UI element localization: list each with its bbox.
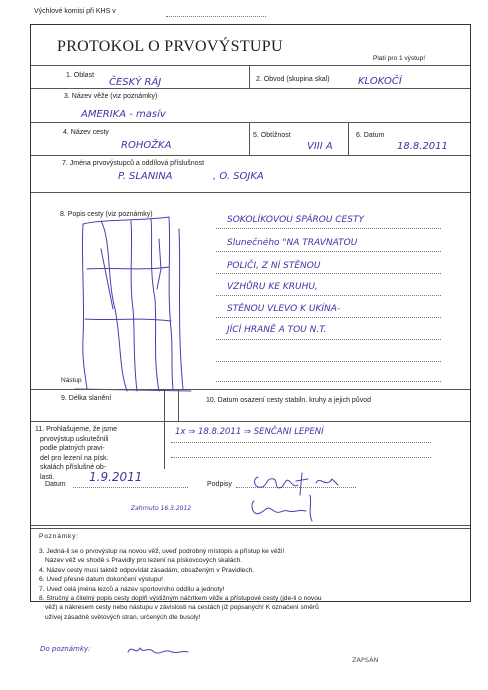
rule-8 <box>31 525 470 526</box>
description-text-1: SOKOLÍKOVOU SPÁROU CESTY <box>227 215 364 225</box>
desc-line-3 <box>216 273 441 274</box>
declaration-line-5: skalách příslušné ob- <box>40 464 107 471</box>
stamp-note: Zahrnuto 16.3.2012 <box>131 505 192 512</box>
field-7-value-2: , O. SOJKA <box>213 171 264 182</box>
field-4-label: 4. Název cesty <box>63 129 109 136</box>
note-line-1: 3. Jedná-li se o prvovýstup na novou věž, uveď podrobný místopis a přístup ke věži! <box>39 548 285 555</box>
rule-9 <box>31 528 470 529</box>
field-2-value: KLOKOČÍ <box>358 76 402 87</box>
sketch-start-label: Nástup <box>61 377 82 384</box>
declaration-line-3: podle platných pravi- <box>40 445 105 452</box>
note-line-4: 6. Uveď přesné datum dokončení výstupu! <box>39 576 163 584</box>
date-line <box>73 487 188 488</box>
divider-3 <box>348 122 349 155</box>
route-sketch <box>71 209 201 399</box>
notes-heading: Poznámky: <box>39 533 79 540</box>
desc-line-2 <box>216 251 441 252</box>
field-5-value: VIII A <box>307 141 333 152</box>
validity-note: Platí pro 1 výstup! <box>373 55 426 62</box>
divider-4 <box>164 389 165 421</box>
divider-1 <box>249 65 250 88</box>
committee-line <box>166 16 266 17</box>
rule-6 <box>31 389 470 390</box>
date-label: Datum <box>45 481 66 488</box>
desc-line-4 <box>216 295 441 296</box>
field-4-value: ROHOŽKA <box>121 140 172 151</box>
description-text-2: Slunečného "NA TRAVNATOU <box>227 238 358 248</box>
rule-3 <box>31 122 470 123</box>
signatures <box>246 465 356 527</box>
divider-2 <box>249 122 250 155</box>
divider-6 <box>164 421 165 469</box>
date-value: 1.9.2011 <box>89 470 143 484</box>
note-line-7: věž) a nákresem cesty nebo nástupu v závislosti na cestách již popsaných! K označení směrů <box>45 604 319 612</box>
description-text-3: POLIČI, Z NÍ STĚNOU <box>227 261 321 271</box>
desc-line-7 <box>216 361 441 362</box>
declaration-line-2: prvovýstup uskutečnili <box>40 435 109 443</box>
notes-list <box>39 547 322 622</box>
form-title: PROTOKOL O PRVOVÝSTUPU <box>57 38 283 55</box>
note-line-2: Název věž ve shodě s Pravidly pro lezení na pískovcových skalách. <box>45 557 243 565</box>
rule-2 <box>31 88 470 89</box>
field-6-label: 6. Datum <box>356 132 385 139</box>
field-10-line-2 <box>171 457 431 458</box>
footer-signature <box>124 642 194 658</box>
field-7-label: 7. Jména prvovýstupců a oddílová příslušnost <box>62 160 205 167</box>
desc-line-5 <box>216 317 441 318</box>
footer-note-right: ZAPSÁN <box>352 656 379 664</box>
rule-7 <box>31 421 470 422</box>
divider-5 <box>178 389 179 421</box>
protocol-form <box>30 24 471 621</box>
desc-line-6 <box>216 339 441 340</box>
note-line-8: užívej zásadně světových stran, určených dle busoly! <box>45 613 201 621</box>
field-1-label: 1. Oblast <box>66 72 95 79</box>
field-10-value: 1x ⇒ 18.8.2011 ⇒ SENČANI LEPENÍ <box>175 427 324 437</box>
desc-line-1 <box>216 228 441 229</box>
field-7-value-1: P. SLANINA <box>118 171 173 182</box>
signature-label: Podpisy <box>207 481 232 488</box>
field-9-label: 9. Délka slanění <box>61 395 112 402</box>
footer-note-left: Do poznámky: <box>40 645 91 653</box>
field-1-value: ČESKÝ RÁJ <box>109 77 162 88</box>
note-line-5: 7. Uveď celá jména lezců a název sportovního oddílu a jednoty! <box>39 585 225 593</box>
note-line-6: 8. Stručný a čitelný popis cesty doplň výstižným náčrtkem věže a přístupové cesty (jde-li o novou <box>39 595 322 603</box>
rule-5 <box>31 192 470 193</box>
declaration-line-4: del pro lezení na písk. <box>40 454 109 462</box>
rule-4 <box>31 155 470 156</box>
field-8-label: 8. Popis cesty (viz poznámky) <box>60 211 153 218</box>
rule-1 <box>31 65 470 66</box>
committee-label: Výchlové komisi při KHS v <box>34 8 116 15</box>
field-5-label: 5. Obtížnost <box>253 132 291 139</box>
field-3-value: AMERIKA - masív <box>81 109 166 120</box>
field-10-label: 10. Datum osazení cesty stabiln. kruhy a jejich původ <box>206 397 371 404</box>
description-text-5: STĚNOU VLEVO K UKÍNA- <box>227 304 341 314</box>
description-text-6: JÍCÍ HRANĚ A TOU N.T. <box>227 325 327 335</box>
declaration-line-6: lasti. <box>40 473 55 481</box>
field-2-label: 2. Obvod (skupina skal) <box>256 76 330 83</box>
description-text-4: VZHŮRU KE KRUHU, <box>227 282 318 292</box>
field-3-label: 3. Název věže (viz poznámky) <box>64 93 158 100</box>
desc-line-8 <box>216 381 441 382</box>
field-6-value: 18.8.2011 <box>397 141 448 152</box>
field-10-line-1 <box>171 442 431 443</box>
note-line-3: 4. Název cesty musí taktéž odpovídat zásadám, obsaženým v Pravidlech. <box>39 566 255 574</box>
declaration-line-1: 11. Prohlašujeme, že jsme <box>35 426 117 433</box>
